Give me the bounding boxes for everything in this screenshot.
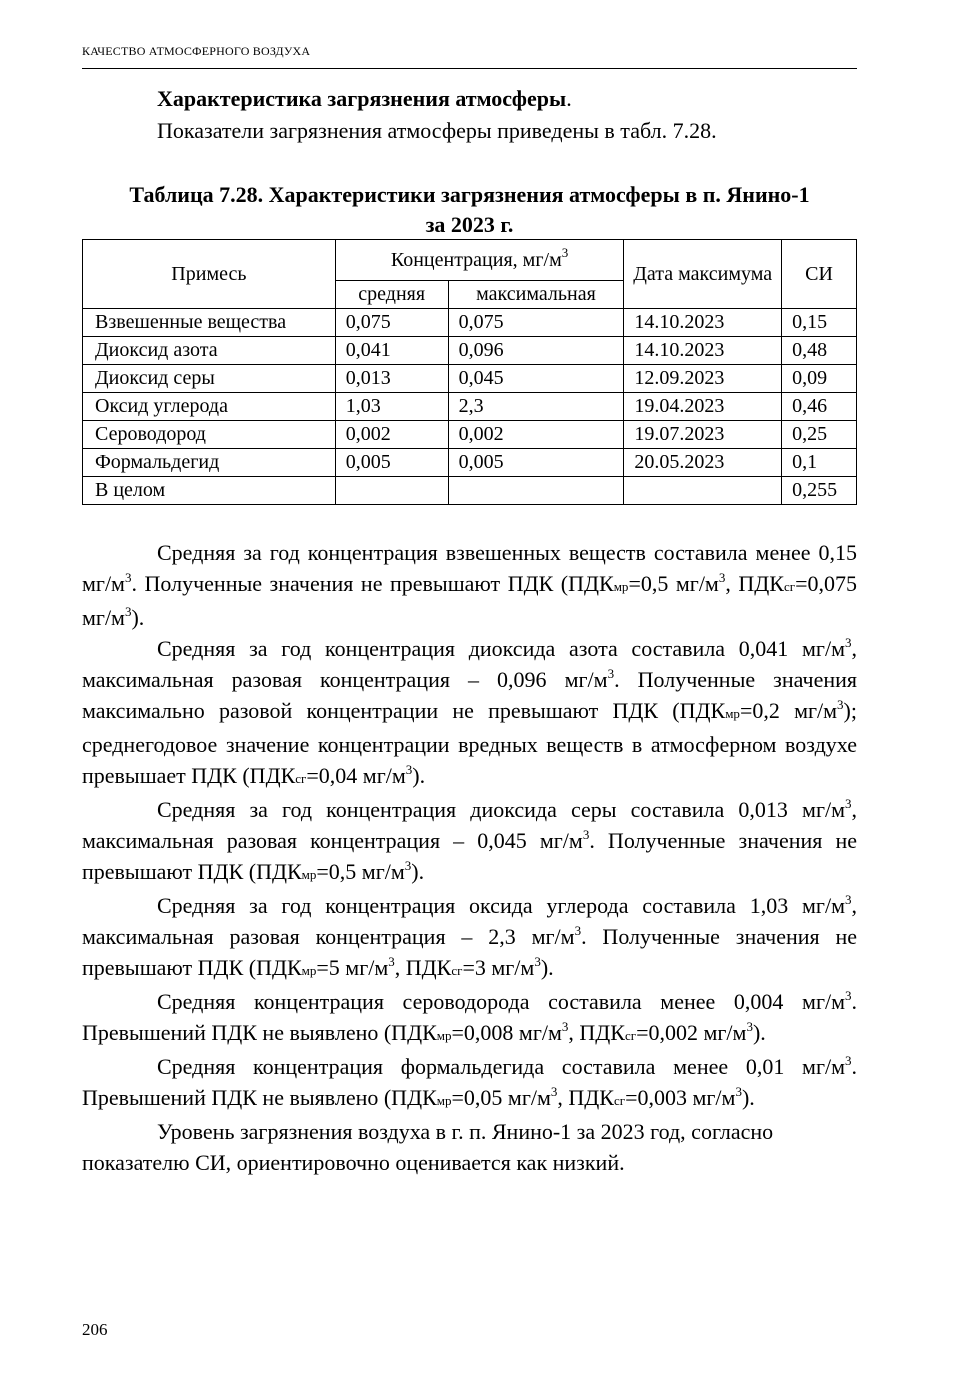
cell-si: 0,15 [782,309,857,337]
superscript: 3 [845,988,852,1003]
subscript: мр [436,1028,452,1043]
text-fragment: ). [741,1085,755,1110]
table-row [83,309,857,337]
table-row [83,449,857,477]
subscript: сг [783,579,796,594]
text-fragment: =0,2 мг/м [739,698,838,723]
text-fragment: =0,002 мг/м [636,1020,747,1045]
text-fragment: ); среднегодовое значение концентрации вредных веществ в атмосферном воздухе превышает ПДК (ПДК [82,698,857,788]
text-fragment: ). [412,763,426,788]
text-fragment: =5 мг/м [316,955,389,980]
cell-mean: 0,013 [335,365,448,393]
text-fragment: , ПДК [394,955,452,980]
paragraph-so2 [82,794,857,890]
cell-name: Сероводород [83,421,336,449]
header-impurity: Примесь [83,240,336,309]
text-fragment: . Превышений ПДК не выявлено (ПДК [82,1054,857,1110]
cell-mean: 0,005 [335,449,448,477]
text-fragment: ). [131,605,145,630]
paragraph-formaldehyde [82,1051,857,1116]
superscript: 3 [845,796,852,811]
text-fragment: ). [540,955,554,980]
table-row [83,365,857,393]
table-caption-line1: Таблица 7.28. Характеристики загрязнения атмосферы в п. Янино-1 [129,182,810,207]
subscript: мр [436,1093,452,1108]
superscript: 3 [582,827,590,842]
text-fragment: =0,008 мг/м [451,1020,562,1045]
subscript: мр [301,867,317,882]
cell-mean [335,477,448,505]
text-fragment: Средняя концентрация сероводорода составила менее 0,004 мг/м [157,989,845,1014]
cell-max: 2,3 [448,393,624,421]
cell-date [624,477,782,505]
cell-max: 0,002 [448,421,624,449]
superscript: 3 [845,892,852,907]
table-caption [82,180,857,240]
cell-name: Оксид углерода [83,393,336,421]
text-fragment: , ПДК [725,571,784,596]
text-fragment: . Полученные значения максимально разовой концентрации не превышают ПДК (ПДК [82,667,857,723]
section-title-period: . [566,86,572,111]
superscript: 3 [845,1053,852,1068]
text-fragment: Средняя концентрация формальдегида составила менее 0,01 мг/м [157,1054,845,1079]
paragraph-suspended [82,537,857,633]
cell-si: 0,25 [782,421,857,449]
cell-name: Диоксид серы [83,365,336,393]
text-fragment: , максимальная разовая концентрация – 0,045 мг/м [82,797,857,853]
text-fragment: . Полученные значения не превышают ПДК (ПДК [82,924,857,980]
superscript: 3 [735,1084,742,1099]
cell-max: 0,075 [448,309,624,337]
text-fragment: , максимальная разовая концентрация – 0,096 мг/м [82,636,857,692]
cell-si: 0,1 [782,449,857,477]
subscript: мр [613,579,629,594]
header-si: СИ [782,240,857,309]
subscript: сг [624,1028,637,1043]
section-title [157,86,572,112]
intro-text: Показатели загрязнения атмосферы приведены в табл. 7.28. [157,118,717,143]
superscript: 3 [550,1084,558,1099]
text-fragment: =3 мг/м [462,955,535,980]
cell-date: 19.04.2023 [624,393,782,421]
text-fragment: =0,04 мг/м [306,763,406,788]
superscript: 3 [534,954,541,969]
body-text [82,537,857,1178]
header-concentration [335,240,624,281]
paragraph-no2 [82,633,857,794]
superscript: 3 [837,697,844,712]
superscript: 3 [746,1019,753,1034]
cell-name: В целом [83,477,336,505]
paragraph-co [82,890,857,986]
cell-date: 12.09.2023 [624,365,782,393]
header-rule [82,68,857,69]
subscript: сг [613,1093,626,1108]
text-fragment: Средняя за год концентрация взвешенных веществ составила менее 0,15 мг/м [82,540,857,596]
subscript: сг [451,963,463,978]
superscript: 3 [561,1019,569,1034]
text-fragment: =0,05 мг/м [451,1085,551,1110]
superscript: 3 [845,635,852,650]
cell-date: 20.05.2023 [624,449,782,477]
cell-mean: 1,03 [335,393,448,421]
superscript: 3 [388,954,395,969]
pollution-table [82,239,857,505]
superscript: 3 [124,570,132,585]
header-concentration-text: Концентрация, мг/м [390,248,562,271]
text-fragment: ). [752,1020,766,1045]
text-fragment: , ПДК [557,1085,614,1110]
superscript: 3 [574,923,582,938]
text-fragment: =0,5 мг/м [316,859,405,884]
cell-name: Формальдегид [83,449,336,477]
subscript: мр [725,706,740,721]
section-title-text: Характеристика загрязнения атмосферы [157,86,567,111]
header-concentration-sup: 3 [561,244,569,260]
superscript: 3 [404,858,412,873]
cell-max: 0,096 [448,337,624,365]
text-fragment: =0,003 мг/м [625,1085,736,1110]
text-fragment: . Превышений ПДК не выявлено (ПДК [82,989,857,1045]
cell-name: Взвешенные вещества [83,309,336,337]
text-fragment: . Полученные значения не превышают ПДК (ПДК [82,828,857,884]
cell-max [448,477,624,505]
cell-date: 14.10.2023 [624,309,782,337]
table-row [83,393,857,421]
cell-si: 0,46 [782,393,857,421]
cell-si: 0,09 [782,365,857,393]
superscript: 3 [124,604,132,619]
text-fragment: , максимальная разовая концентрация – 2,3 мг/м [82,893,857,949]
table-row [83,421,857,449]
cell-max: 0,045 [448,365,624,393]
header-mean: средняя [335,281,448,309]
subscript: сг [295,771,307,786]
cell-mean: 0,041 [335,337,448,365]
paragraph-conclusion: Уровень загрязнения воздуха в г. п. Янино-1 за 2023 год, согласно показателю СИ, ориентировочно оценивается как низкий. [82,1119,774,1175]
text-fragment: Средняя за год концентрация диоксида азота составила 0,041 мг/м [157,636,845,661]
header-max: максимальная [448,281,624,309]
subscript: мр [301,963,317,978]
text-fragment: =0,5 мг/м [628,571,719,596]
cell-si: 0,255 [782,477,857,505]
paragraph-h2s [82,986,857,1051]
text-fragment: ). [411,859,425,884]
cell-si: 0,48 [782,337,857,365]
text-fragment: Средняя за год концентрация оксида углерода составила 1,03 мг/м [157,893,845,918]
text-fragment: . Полученные значения не превышают ПДК (ПДК [131,571,614,596]
cell-date: 14.10.2023 [624,337,782,365]
cell-mean: 0,002 [335,421,448,449]
superscript: 3 [607,666,615,681]
header-date-max: Дата максимума [624,240,782,309]
cell-mean: 0,075 [335,309,448,337]
page-number: 206 [82,1320,108,1339]
text-fragment: , ПДК [568,1020,625,1045]
superscript: 3 [718,570,726,585]
table-row [83,337,857,365]
table-row [83,477,857,505]
text-fragment: Средняя за год концентрация диоксида серы составила 0,013 мг/м [157,797,845,822]
cell-max: 0,005 [448,449,624,477]
text-fragment: =0,075 мг/м [82,571,857,630]
cell-date: 19.07.2023 [624,421,782,449]
superscript: 3 [405,762,413,777]
cell-name: Диоксид азота [83,337,336,365]
running-head: КАЧЕСТВО АТМОСФЕРНОГО ВОЗДУХА [82,44,311,58]
table-caption-line2: за 2023 г. [425,212,514,237]
